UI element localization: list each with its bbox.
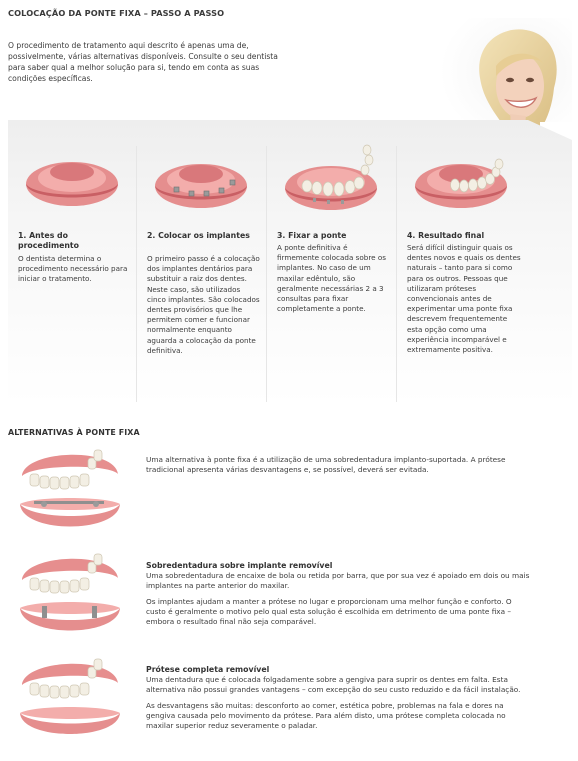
alternative-text: Os implantes ajudam a manter a prótese no lugar e proporcionam uma melhor função e conforto. O custo é geralmente o motivo pelo qual esta solução é escolhida em detrimento de uma ponte fixa – embora o resultado final não seja comparável.: [146, 596, 512, 627]
alternative-text: Uma alternativa à ponte fixa é a utilização de uma sobredentadura implanto-suportada. A prótese tradicional apresenta várias desvantagens e, se possível, deverá ser evitada.: [146, 455, 506, 475]
alternative-item: [146, 665, 531, 736]
step-title: 2. Colocar os implantes: [147, 231, 250, 240]
alternative-item: [146, 455, 531, 480]
step-card: [8, 140, 136, 402]
bridge-placement-image: [267, 140, 395, 220]
removable-denture-image: [14, 655, 124, 745]
page-title: COLOCAÇÃO DA PONTE FIXA – PASSO A PASSO: [8, 8, 225, 18]
alternative-text: Uma sobredentadura de encaixe de bola ou retida por barra, que por sua vez é apoiado em dois ou mais implantes na parte anterior do maxilar.: [146, 571, 530, 591]
section-title: ALTERNATIVAS À PONTE FIXA: [8, 428, 140, 437]
step-text: O dentista determina o procedimento necessário para iniciar o tratamento.: [18, 254, 128, 284]
step-card: [267, 140, 395, 402]
alternative-text: As desvantagens são muitas: desconforto ao comer, estética pobre, problemas na fala e dores na gengiva causada pelo movimento da prótese. Para além disto, uma prótese completa colocada no maxilar superior reduz severamente o paladar.: [146, 700, 506, 731]
alternative-text: Uma dentadura que é colocada folgadamente sobre a gengiva para suprir os dentes em falta. Esta alternativa não possui grandes vantagens – com excepção do seu custo reduzido e da fácil instalação.: [146, 675, 521, 695]
overdenture-bar-image: [14, 446, 124, 536]
step-title: 3. Fixar a ponte: [277, 231, 347, 240]
alternative-item: [146, 561, 531, 632]
alternative-title: Prótese completa removível: [146, 665, 270, 674]
step-title: 4. Resultado final: [407, 231, 485, 240]
intro-text: O procedimento de tratamento aqui descrito é apenas uma de, possivelmente, várias alternativas disponíveis. Consulte o seu dentista para saber qual a melhor solução para si, tendo em conta as suas condições específicas.: [8, 41, 278, 83]
step-card: [397, 140, 525, 402]
step-text: O primeiro passo é a colocação dos implantes dentários para substituir a raiz dos dentes. Neste caso, são utilizados cinco implantes. São colocados dentes provisórios que lhe permitem comer e funcionar normalmente enquanto aguarda a colocação da ponte definitiva.: [147, 254, 260, 355]
edentulous-jaw-image: [8, 140, 136, 220]
implant-overdenture-image: [14, 550, 124, 640]
final-result-image: [397, 140, 525, 220]
implants-jaw-image: [137, 140, 265, 220]
step-text: Será difícil distinguir quais os dentes novos e quais os dentes naturais – tanto para si como para os outros. Pessoas que utilizaram próteses convencionais antes de experimentar uma ponte fixa descrevem frequentemente esta opção como uma experiência incomparável e extremamente positiva.: [407, 243, 521, 355]
step-text: A ponte definitiva é firmemente colocada sobre os implantes. No caso de um maxilar edêntulo, são geralmente necessárias 2 a 3 consultas para fixar completamente a ponte.: [277, 243, 386, 314]
step-title: 1. Antes do procedimento: [18, 231, 79, 250]
step-card: [137, 140, 265, 402]
alternative-title: Sobredentadura sobre implante removível: [146, 561, 333, 570]
